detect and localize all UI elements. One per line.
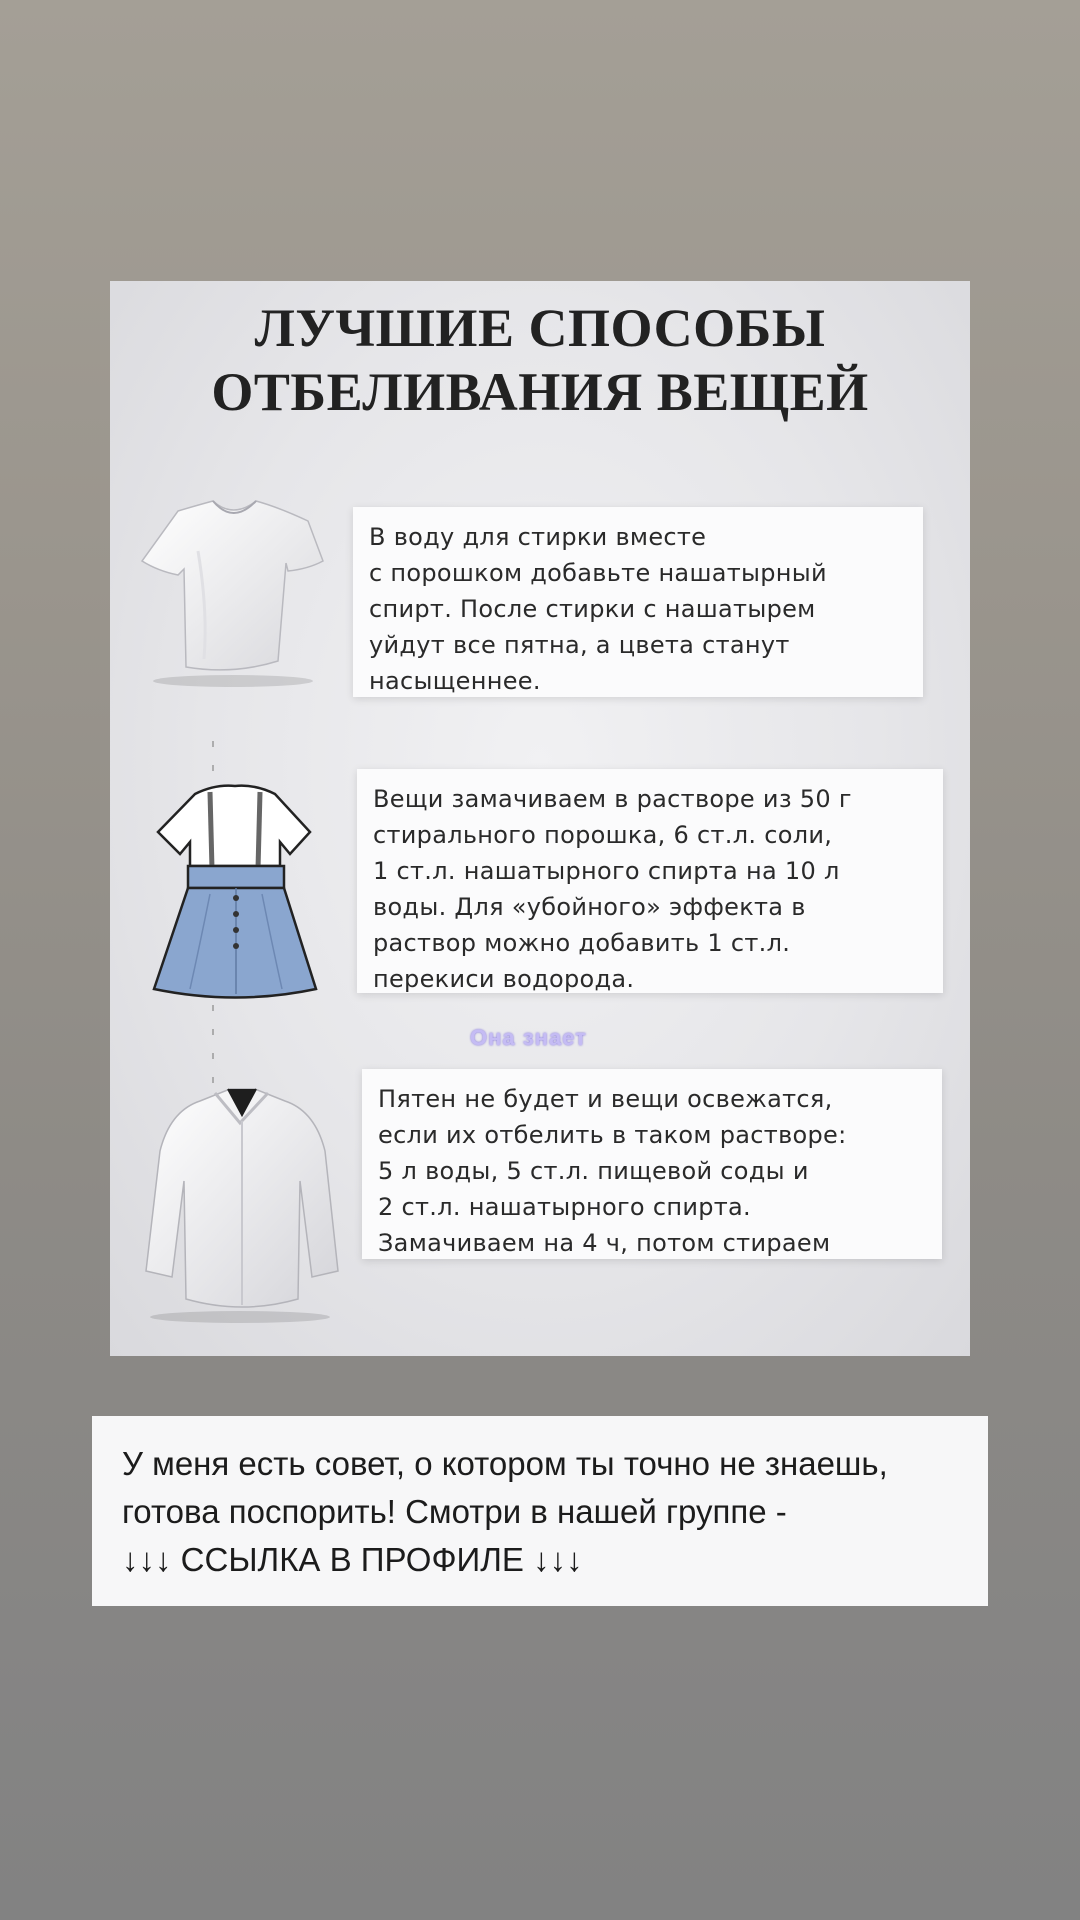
infographic-card xyxy=(110,281,970,1356)
tip-card-3: Пятен не будет и вещи освежатся, если их отбелить в таком растворе: 5 л воды, 5 ст.л. пищевой соды и 2 ст.л. нашатырного спирта. Замачиваем на 4 ч, потом стираем xyxy=(362,1069,942,1259)
story-caption: У меня есть совет, о котором ты точно не знаешь, готова поспорить! Смотри в нашей группе - ↓↓↓ ССЫЛКА В ПРОФИЛЕ ↓↓↓ xyxy=(92,1416,988,1606)
title-line-1: ЛУЧШИЕ СПОСОБЫ xyxy=(254,298,826,358)
skirt-outfit-icon xyxy=(140,774,325,1034)
tip-card-2: Вещи замачиваем в растворе из 50 г стирального порошка, 6 ст.л. соли, 1 ст.л. нашатырного спирта на 10 л воды. Для «убойного» эффекта в раствор можно добавить 1 ст.л. перекиси водорода. xyxy=(357,769,943,993)
tshirt-icon xyxy=(138,491,328,691)
infographic-title xyxy=(110,296,970,424)
tip-card-1: В воду для стирки вместе с порошком добавьте нашатырный спирт. После стирки с нашатырем уйдут все пятна, а цвета станут насыщеннее. xyxy=(353,507,923,697)
title-line-2: ОТБЕЛИВАНИЯ ВЕЩЕЙ xyxy=(211,362,869,422)
shirt-icon xyxy=(140,1071,345,1326)
watermark-text: Она знает xyxy=(470,1025,587,1050)
